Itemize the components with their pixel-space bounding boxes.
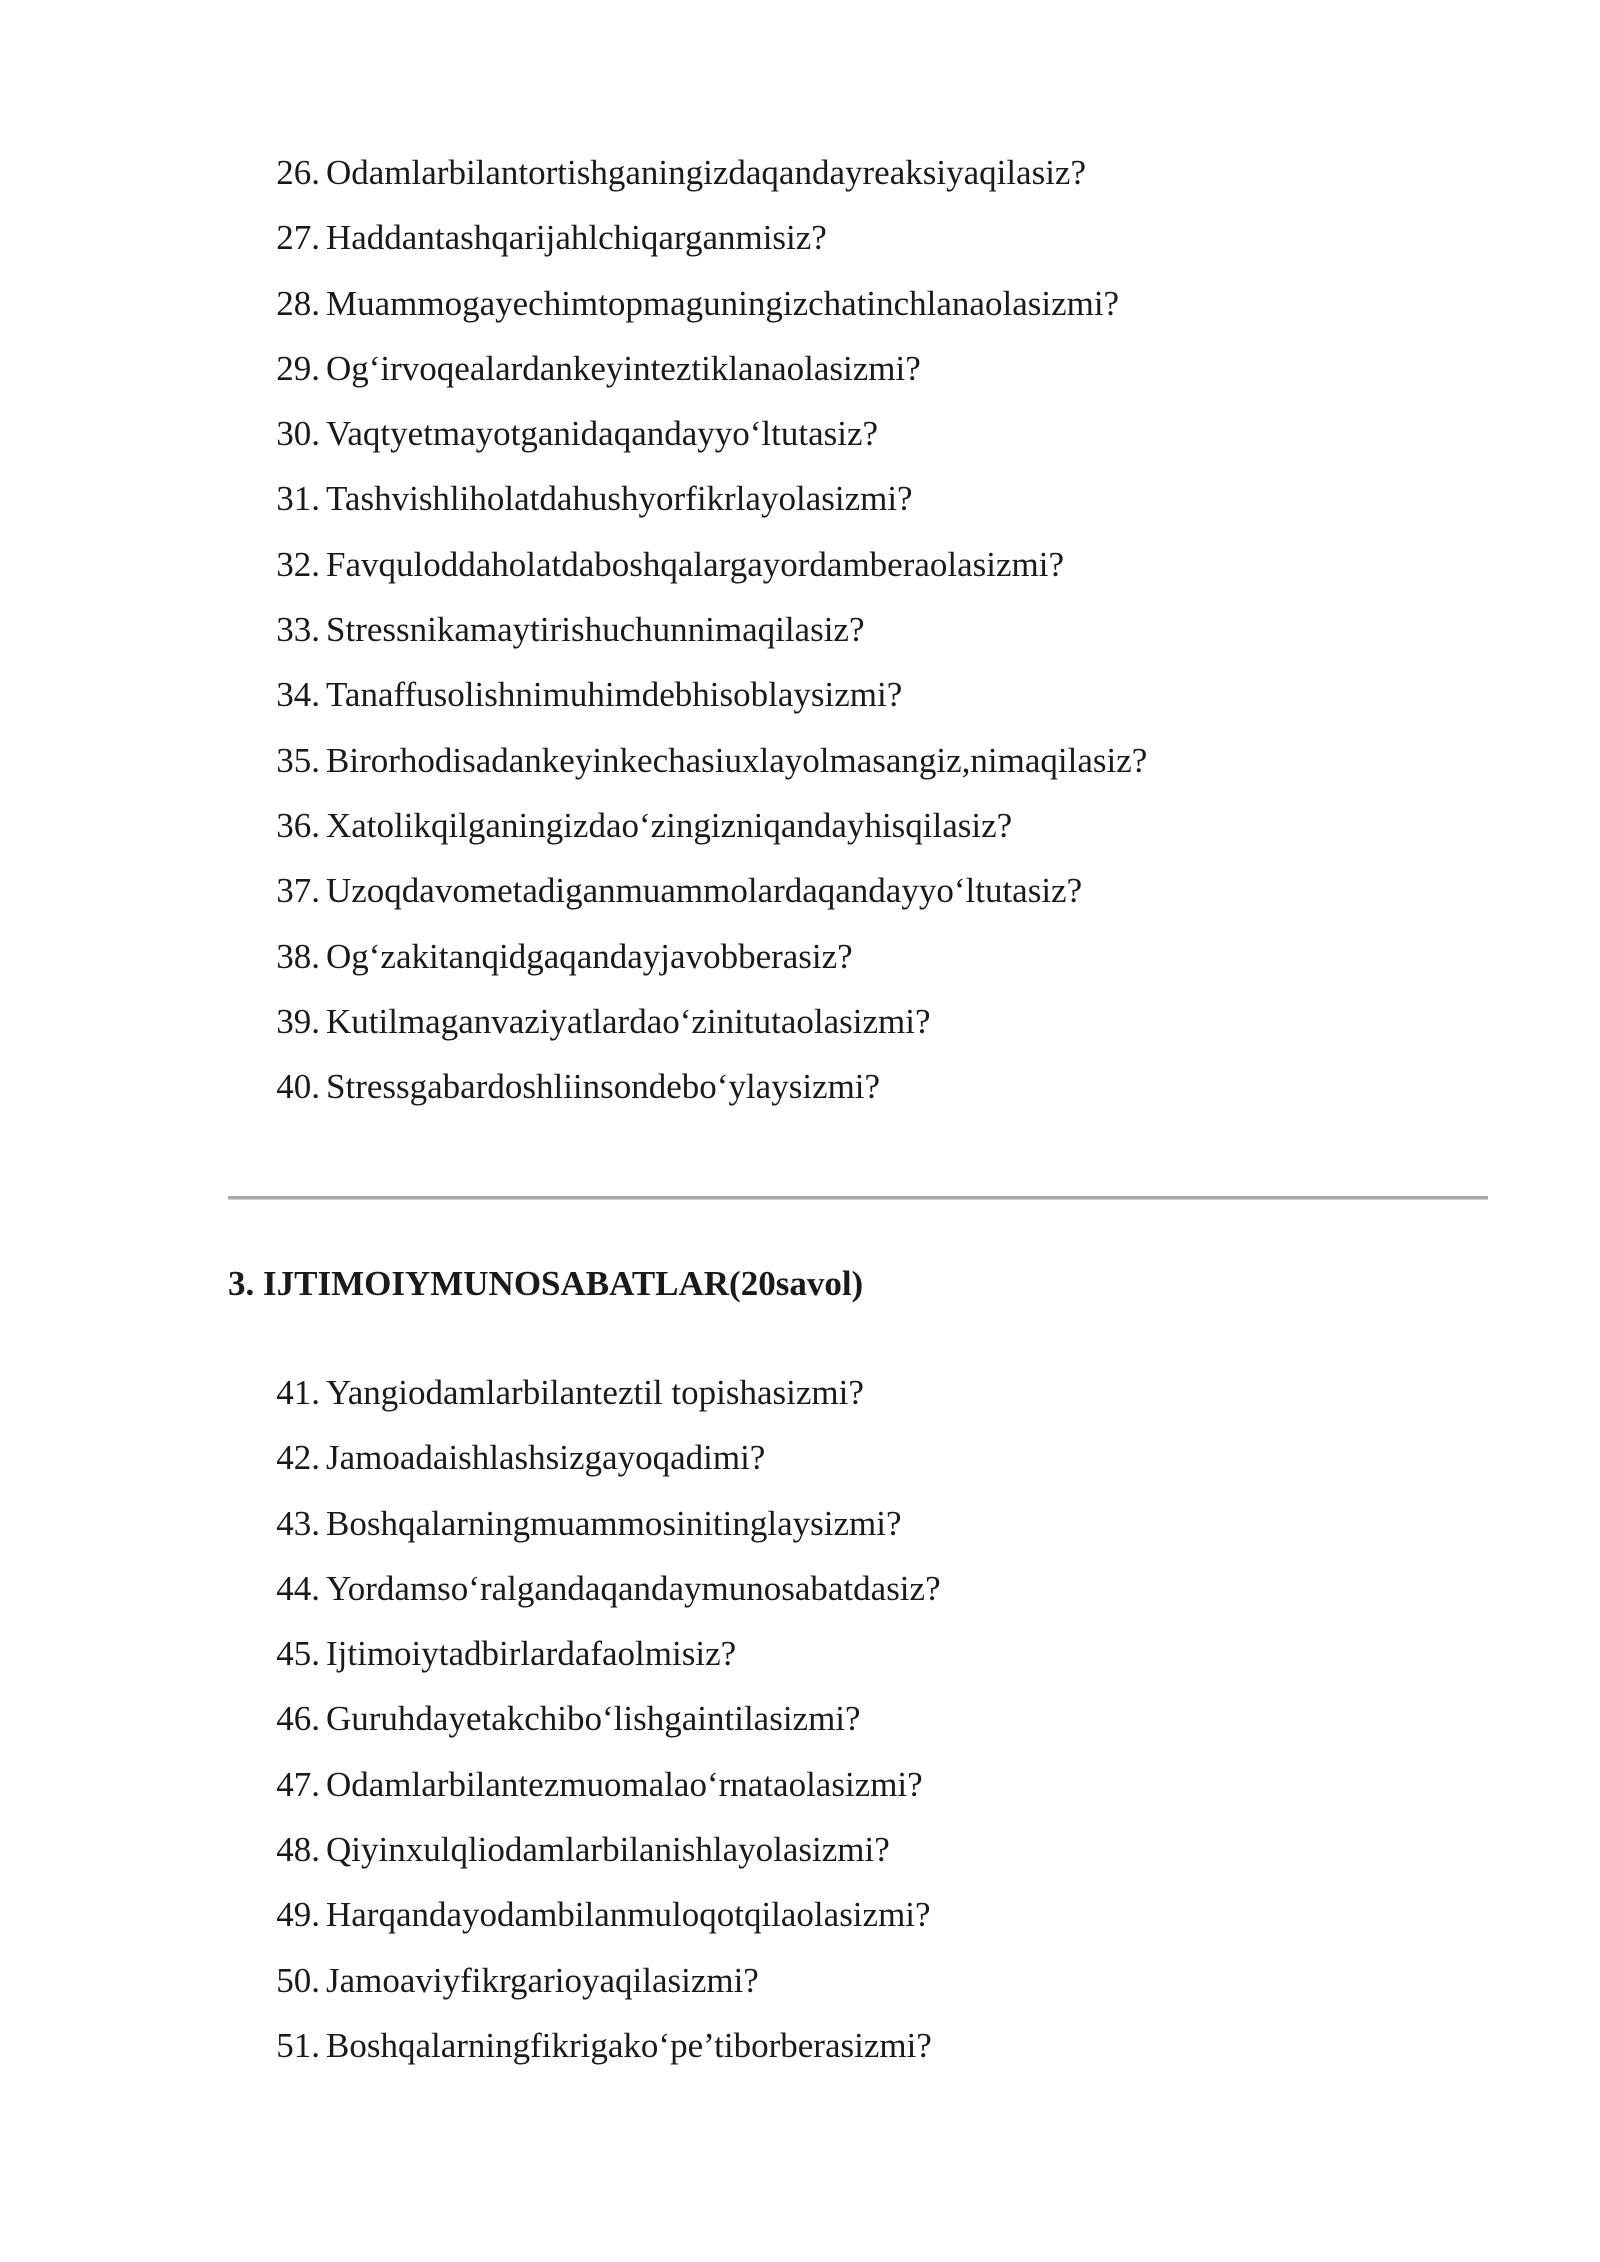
question-item [0, 1491, 1600, 1556]
question-item [0, 1425, 1600, 1490]
question-number: 36. [276, 805, 320, 845]
question-item [0, 924, 1600, 989]
question-item [0, 1817, 1600, 1882]
question-item [0, 271, 1600, 336]
question-number: 37. [276, 871, 320, 911]
question-number: 29. [276, 348, 320, 388]
question-text: Tanaffusolishnimuhimdebhisoblaysizmi? [326, 675, 903, 715]
question-number: 30. [276, 414, 320, 454]
question-item [0, 597, 1600, 662]
question-item [0, 466, 1600, 531]
question-item [0, 1621, 1600, 1686]
question-text: Og‘irvoqealardankeyinteztiklanaolasizmi? [326, 348, 921, 388]
question-item [0, 728, 1600, 793]
question-list-social [0, 1360, 1600, 2078]
question-text: Guruhdayetakchibo‘lishgaintilasizmi? [326, 1699, 861, 1739]
question-text: Jamoaviyfikrgarioyaqilasizmi? [326, 1960, 759, 2000]
question-number: 44. [276, 1568, 320, 1608]
question-text: Vaqtyetmayotganidaqandayyo‘ltutasiz? [326, 414, 879, 454]
question-item [0, 1556, 1600, 1621]
question-text: Birorhodisadankeyinkechasiuxlayolmasangiz,nimaqilasiz? [326, 740, 1148, 780]
question-item [0, 336, 1600, 401]
question-number: 43. [276, 1503, 320, 1543]
question-item [0, 858, 1600, 923]
question-item [0, 1054, 1600, 1119]
question-number: 27. [276, 218, 320, 258]
section-heading-social-relations: 3. IJTIMOIYMUNOSABATLAR(20savol) [228, 1264, 864, 1303]
question-item [0, 2013, 1600, 2078]
question-number: 50. [276, 1960, 320, 2000]
question-number: 28. [276, 283, 320, 323]
question-text: Odamlarbilantezmuomalao‘rnataolasizmi? [326, 1764, 923, 1804]
question-item [0, 793, 1600, 858]
question-number: 45. [276, 1634, 320, 1674]
question-item [0, 1948, 1600, 2013]
question-text: Harqandayodambilanmuloqotqilaolasizmi? [326, 1895, 931, 1935]
question-text: Stressnikamaytirishuchunnimaqilasiz? [326, 610, 865, 650]
question-item [0, 205, 1600, 270]
question-number: 34. [276, 675, 320, 715]
question-number: 42. [276, 1438, 320, 1478]
question-text: Ijtimoiytadbirlardafaolmisiz? [326, 1634, 737, 1674]
question-text: Boshqalarningfikrigako‘pe’tiborberasizmi? [326, 2025, 932, 2065]
question-number: 49. [276, 1895, 320, 1935]
question-text: Yangiodamlarbilanteztil topishasizmi? [326, 1373, 864, 1412]
question-number: 48. [276, 1830, 320, 1870]
question-text: Kutilmaganvaziyatlardao‘zinitutaolasizmi? [326, 1001, 931, 1041]
question-text: Haddantashqarijahlchiqarganmisiz? [326, 218, 827, 258]
question-item [0, 1360, 1600, 1425]
question-number: 47. [276, 1764, 320, 1804]
question-text: Uzoqdavometadiganmuammolardaqandayyo‘ltutasiz? [326, 871, 1083, 911]
question-number: 38. [276, 936, 320, 976]
question-number: 26. [276, 153, 320, 192]
question-text: Boshqalarningmuammosinitinglaysizmi? [326, 1503, 902, 1543]
question-item [0, 1882, 1600, 1947]
section-divider [228, 1196, 1488, 1200]
question-text: Jamoadaishlashsizgayoqadimi? [326, 1438, 766, 1478]
question-item [0, 140, 1600, 205]
question-text: Xatolikqilganingizdao‘zingizniqandayhisqilasiz? [326, 805, 1013, 845]
question-item [0, 532, 1600, 597]
question-text: Yordamso‘ralgandaqandaymunosabatdasiz? [326, 1568, 941, 1608]
question-item [0, 662, 1600, 727]
question-number: 40. [276, 1067, 320, 1107]
question-item [0, 401, 1600, 466]
question-text: Stressgabardoshliinsondebo‘ylaysizmi? [326, 1067, 881, 1107]
question-item [0, 1686, 1600, 1751]
question-text: Og‘zakitanqidgaqandayjavobberasiz? [326, 936, 853, 976]
question-text: Muammogayechimtopmaguningizchatinchlanaolasizmi? [326, 283, 1120, 323]
question-text: Qiyinxulqliodamlarbilanishlayolasizmi? [326, 1830, 890, 1870]
question-number: 32. [276, 544, 320, 584]
question-number: 35. [276, 740, 320, 780]
question-list-stress [0, 140, 1600, 1119]
question-number: 33. [276, 610, 320, 650]
question-text: Favquloddaholatdaboshqalargayordamberaolasizmi? [326, 544, 1065, 584]
question-item [0, 989, 1600, 1054]
question-item [0, 1752, 1600, 1817]
question-text: Odamlarbilantortishganingizdaqandayreaksiyaqilasiz? [326, 153, 1087, 192]
question-number: 41. [276, 1373, 320, 1412]
question-text: Tashvishliholatdahushyorfikrlayolasizmi? [326, 479, 913, 519]
question-number: 39. [276, 1001, 320, 1041]
question-number: 46. [276, 1699, 320, 1739]
question-number: 51. [276, 2025, 320, 2065]
question-number: 31. [276, 479, 320, 519]
